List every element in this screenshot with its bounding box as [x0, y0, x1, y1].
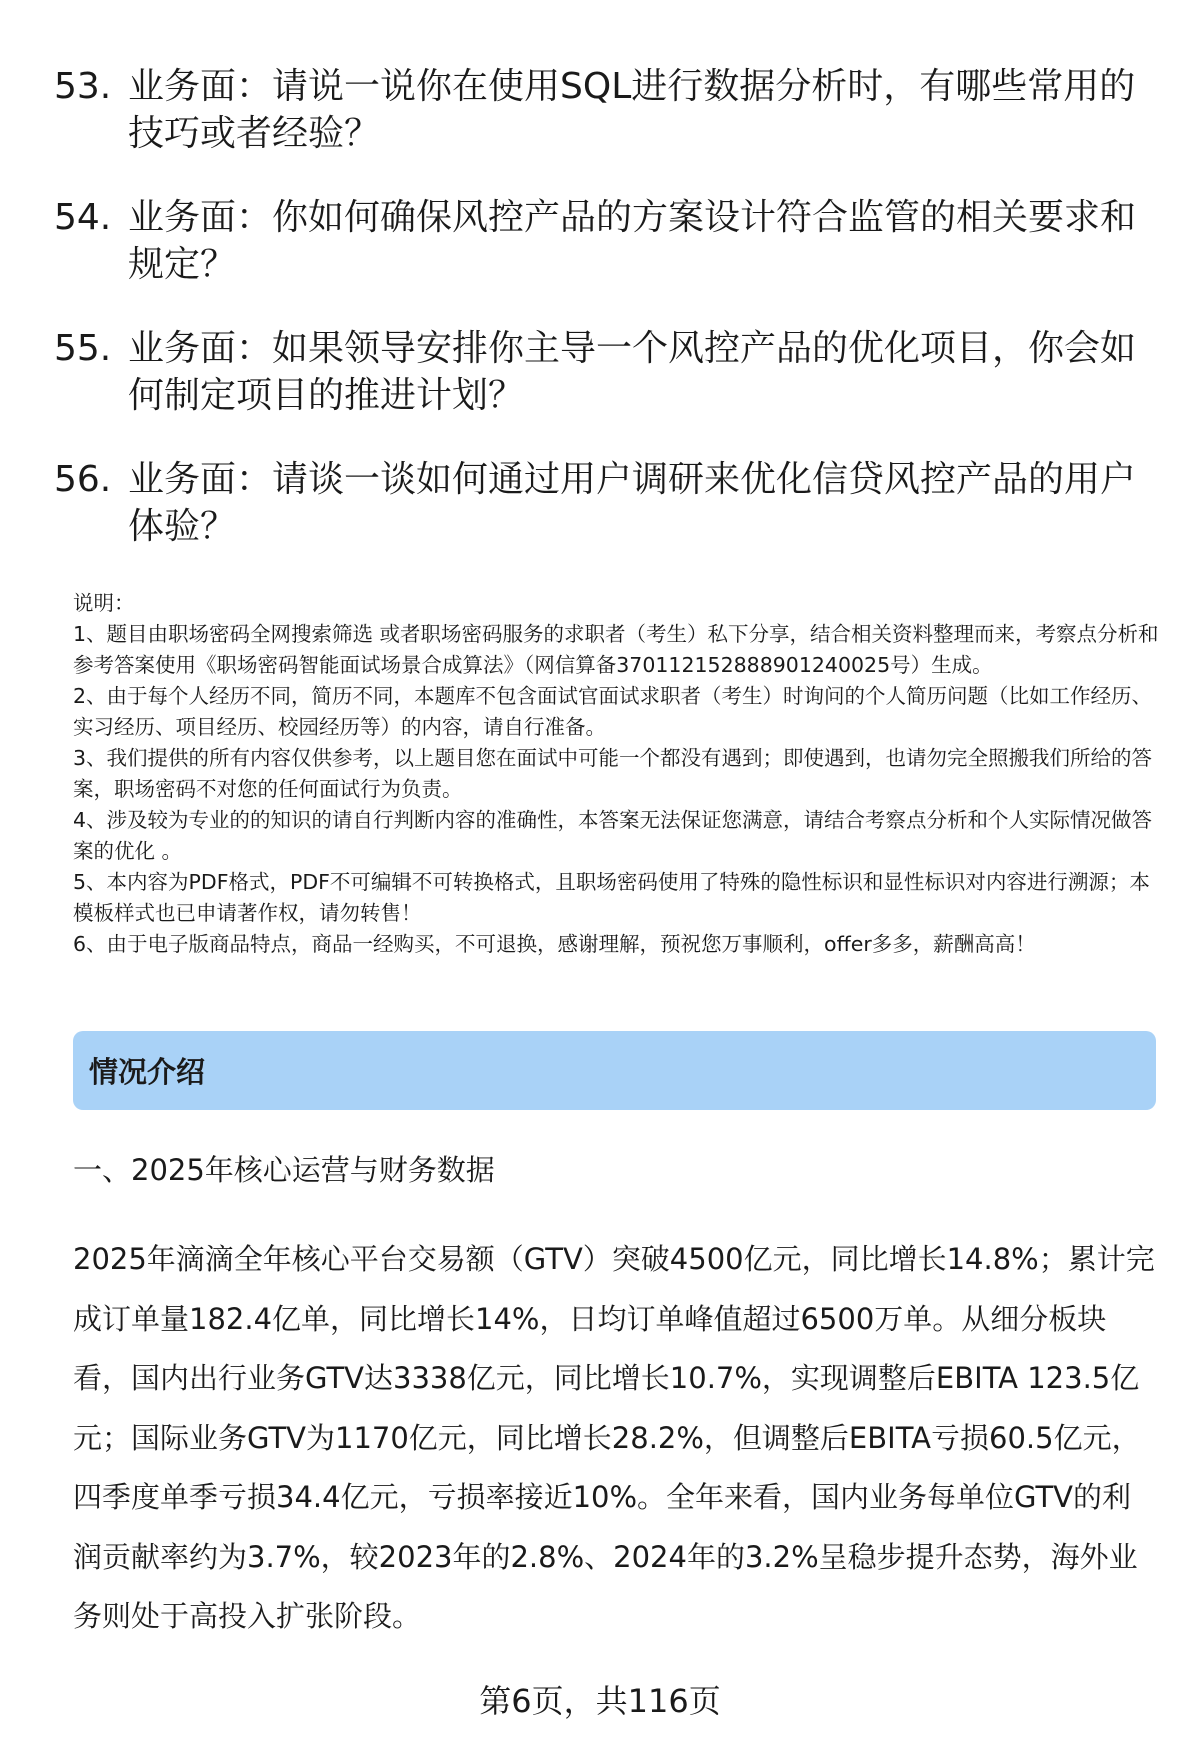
question-55	[54, 325, 1164, 419]
note-item: 5、本内容为PDF格式，PDF不可编辑不可转换格式，且职场密码使用了特殊的隐性标识和显性标识对内容进行溯源；本模板样式也已申请著作权，请勿转售！	[73, 870, 1150, 925]
question-line: 业务面：请说一说你在使用SQL进行数据分析时，有哪些常用的	[128, 66, 1136, 107]
question-number: 54.	[54, 197, 112, 238]
question-number: 55.	[54, 328, 112, 369]
note-item: 1、题目由职场密码全网搜索筛选 或者职场密码服务的求职者（考生）私下分享，结合相关资料整理而来，考察点分析和参考答案使用《职场密码智能面试场景合成算法》（网信算备370112152888901240025号）生成。	[73, 622, 1159, 677]
question-line: 规定？	[128, 244, 237, 285]
page-number: 第6页，共116页	[479, 1682, 721, 1720]
question-53	[54, 63, 1164, 157]
notes-section	[73, 588, 1163, 960]
section-header	[73, 1031, 1156, 1110]
section-title: 情况介绍	[89, 1055, 206, 1089]
question-line: 业务面：你如何确保风控产品的方案设计符合监管的相关要求和	[128, 197, 1137, 238]
question-line: 业务面：请谈一谈如何通过用户调研来优化信贷风控产品的用户	[128, 459, 1137, 500]
notes-title: 说明：	[73, 591, 135, 615]
question-number: 53.	[54, 66, 112, 107]
question-number: 56.	[54, 459, 112, 500]
note-item: 3、我们提供的所有内容仅供参考，以上题目您在面试中可能一个都没有遇到；即使遇到，也请勿完全照搬我们所给的答案，职场密码不对您的任何面试行为负责。	[73, 746, 1153, 801]
question-line: 何制定项目的推进计划？	[128, 375, 525, 416]
body-paragraph: 2025年滴滴全年核心平台交易额（GTV）突破4500亿元，同比增长14.8%；累计完成订单量182.4亿单，同比增长14%，日均订单峰值超过6500万单。从细分板块看，国内出行业务GTV达3338亿元，同比增长10.7%，实现调整后EBITA 123.5亿元；国际业务GTV为1170亿元，同比增长28.2%，但调整后EBITA亏损60.5亿元，四季度单季亏损34.4亿元，亏损率接近10%。全年来看，国内业务每单位GTV的利润贡献率约为3.7%，较2023年的2.8%、2024年的3.2%呈稳步提升态势，海外业务则处于高投入扩张阶段。	[73, 1242, 1155, 1633]
question-line: 技巧或者经验？	[128, 113, 381, 154]
subheading: 一、2025年核心运营与财务数据	[73, 1153, 495, 1187]
question-line: 体验？	[128, 506, 237, 547]
note-item: 6、由于电子版商品特点，商品一经购买，不可退换，感谢理解，预祝您万事顺利，offer多多，薪酬高高！	[73, 932, 1036, 956]
note-item: 2、由于每个人经历不同，简历不同，本题库不包含面试官面试求职者（考生）时询问的个人简历问题（比如工作经历、实习经历、项目经历、校园经历等）的内容，请自行准备。	[73, 684, 1153, 739]
question-54	[54, 194, 1164, 288]
note-item: 4、涉及较为专业的的知识的请自行判断内容的准确性，本答案无法保证您满意，请结合考察点分析和个人实际情况做答案的优化 。	[73, 808, 1153, 863]
question-56	[54, 456, 1164, 550]
question-line: 业务面：如果领导安排你主导一个风控产品的优化项目，你会如	[128, 328, 1137, 369]
